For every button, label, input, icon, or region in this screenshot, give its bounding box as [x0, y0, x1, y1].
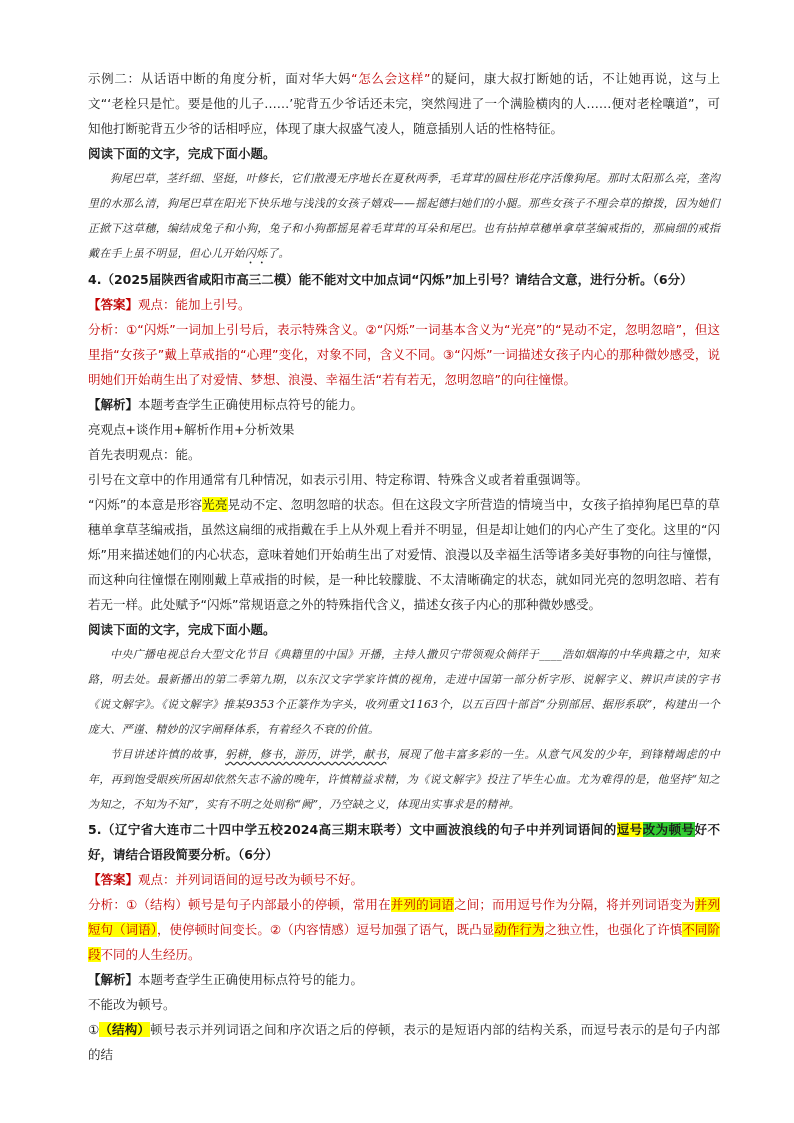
q4-body: “闪烁”的本意是形容光亮晃动不定、忽明忽暗的状态。但在这段文字所营造的情境当中，女孩子掐掉狗尾巴草的草穗单拿草茎编戒指，虽然这扁细的戒指戴在手上从外观上看并不明显，但是却让她们的内心产生了变化。这里的“闪烁”用来描述她们的内心状态，意味着她们开始萌生出了对爱情、浪漫以及幸福生活等诸多美好事物的向往与憧憬，而这种向往憧憬在刚刚戴上草戒指的时候，是一种比较朦胧、不太清晰确定的状态，就如同光亮的忽明忽暗、若有若无一样。此处赋予“闪烁”常规语意之外的特殊指代含义，描述女孩子内心的那种微妙感受。 [88, 497, 720, 612]
answer-tag: 【答案】 [88, 297, 139, 312]
highlight-guangliang: 光亮 [202, 497, 228, 512]
example-two-paragraph: 示例二：从话语中断的角度分析，面对华大妈“怎么会这样”的疑问，康大叔打断她的话，不让她再说，这与上文“‘老栓只是忙。要是他的儿子……’驼背五少爷话还未完，突然闯进了一个满脸横肉的人……便对老栓嚷道”，可知他打断驼背五少爷的话相呼应，体现了康大叔盛气凌人，随意插别人话的性格特征。 [88, 71, 720, 136]
question-4-label: 4.（2025届陕西省咸阳市高三二模）能不能对文中加点词“闪烁”加上引号？请结合文意，进行分析。（6分） [88, 272, 693, 287]
wavy-underlined-phrase: 躬耕，修书，游历，讲学，献书 [225, 748, 387, 761]
reading-instruction-1: 阅读下面的文字，完成下面小题。 [88, 146, 276, 161]
q5-analysis: 分析：①（结构）顿号是句子内部最小的停顿，常用在并列的词语之间；而用逗号作为分隔，将并列词语变为并列短句（词语），使停顿时间变长。②（内容情感）逗号加强了语气，既凸显动作行为之独立性，也强化了许慎不同阶段不同的人生经历。 [88, 897, 720, 962]
passage-classics-para1: 中央广播电视总台大型文化节目《典籍里的中国》开播，主持人撒贝宁带领观众倘徉于____浩如烟海的中华典籍之中，知来路，明去处。最新播出的第二季第九期，以东汉文字学家许慎的视角，走进中国第一部分析字形、说解字义、辨识声读的字书《说文解字》。《说文解字》推某9353个正篆作为字头，收列重文1163个，以五百四十部首“分别部居、据形系联”，构建出一个庞大、严谨、精妙的汉字阐释体系，有着经久不衰的价值。 [88, 648, 720, 736]
quoted-question: “怎么会这样” [351, 71, 431, 86]
q5-answer: 【答案】观点：并列词语间的逗号改为顿号不好。 [88, 872, 364, 887]
jiexi-tag: 【解析】 [88, 972, 139, 987]
q5-jiexi: 【解析】本题考查学生正确使用标点符号的能力。 [88, 972, 364, 987]
q4-analysis: 分析：①“闪烁”一词加上引号后，表示特殊含义。②“闪烁”一词基本含义为“光亮”的“晃动不定，忽明忽暗”，但这里指“女孩子”戴上草戒指的“心理”变化，对象不同，含义不同。③“闪烁”一词描述女孩子内心的那种微妙感受，说明她们开始萌生出了对爱情、梦想、浪漫、幸福生活“若有若无，忽明忽暗”的向往憧憬。 [88, 322, 720, 387]
q4-first: 首先表明观点：能。 [88, 447, 201, 462]
q4-jiexi: 【解析】本题考查学生正确使用标点符号的能力。 [88, 397, 364, 412]
dotted-word: 闪烁 [244, 247, 268, 260]
passage-dogtail-grass: 狗尾巴草，茎纤细、坚挺，叶修长，它们散漫无序地长在夏秋两季，毛茸茸的圆柱形花序活像狗尾。那时太阳那么亮，垄沟里的水那么清，狗尾巴草在阳光下快乐地与浅浅的女孩子嬉戏——摇起德扫她们的小腿。那些女孩子不理会草的撩拨，因为她们正掀下这草穗，编结成兔子和小狗，兔子和小狗都摇晃着毛茸茸的耳朵和尾巴。也有拈掉草穗单拿草茎编戒指的，那扁细的戒指戴在手上虽不明显，但心儿开始闪烁了。 [88, 172, 720, 260]
q4-steps: 亮观点+谈作用+解析作用+分析效果 [88, 422, 295, 437]
highlight-gaiwei: 改为顿号 [642, 822, 695, 837]
question-5-label: 5.（辽宁省大连市二十四中学五校2024高三期末联考）文中画波浪线的句子中并列词语间的逗号改为顿号好不好，请结合语段简要分析。（6分） [88, 822, 720, 862]
document-page [88, 66, 720, 1067]
answer-tag: 【答案】 [88, 872, 139, 887]
q4-usage: 引号在文章中的作用通常有几种情况，如表示引用、特定称谓、特殊含义或者着重强调等。 [88, 472, 589, 487]
q4-answer: 【答案】观点：能加上引号。 [88, 297, 251, 312]
highlight-jiegou: （结构） [99, 1022, 151, 1037]
reading-instruction-2: 阅读下面的文字，完成下面小题。 [88, 622, 276, 637]
q5-not-ok: 不能改为顿号。 [88, 997, 176, 1012]
q5-last: ①（结构）顿号表示并列词语之间和序次语之后的停顿，表示的是短语内部的结构关系，而逗号表示的是句子内部的结 [88, 1022, 720, 1062]
jiexi-tag: 【解析】 [88, 397, 139, 412]
highlight-douhao: 逗号 [616, 822, 643, 837]
passage-classics-para2: 节目讲述许慎的故事，躬耕，修书，游历，讲学，献书，展现了他丰富多彩的一生。从意气风发的少年，到锋精竭虑的中年，再到饱受眼疾所困却依然矢志不渝的晚年，许慎精益求精，为《说文解字》投注了毕生心血。尤为难得的是，他坚持“知之为知之，不知为不知”，实有不明之处则称“阙”，乃空缺之义，体现出实事求是的精神。 [88, 748, 720, 811]
